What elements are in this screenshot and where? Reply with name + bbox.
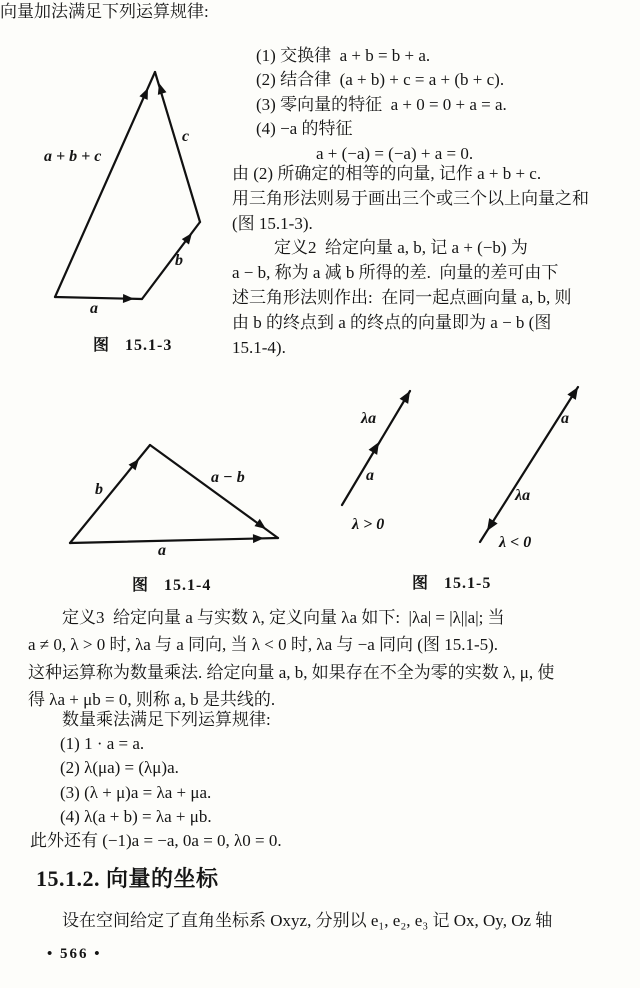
vector-c-edge [155, 72, 200, 222]
addition-law-1: (1) 交换律 a + b = b + a. [256, 46, 431, 65]
scalar-law-2: (2) λ(μa) = (λμ)a. [60, 758, 179, 778]
right-column-paragraphs [232, 162, 636, 360]
vector-c-arrowhead [155, 82, 167, 95]
definition2-line: a − b, 称为 a 减 b 所得的差. 向量的差可由下 [232, 263, 559, 283]
fig3-c-label: c [182, 128, 190, 145]
figure-15-1-4-drawing [58, 428, 293, 550]
scalar-laws-list [28, 708, 628, 853]
addition-law-4: (4) −a 的特征 [256, 119, 353, 139]
lambda-positive-a-arrowhead [369, 439, 384, 454]
vector-a-edge [70, 538, 278, 543]
sum-paragraph-line: 由 (2) 所确定的相等的向量, 记作 a + b + c. [232, 164, 542, 183]
vector-a-arrowhead [253, 534, 264, 543]
scalar-law-3: (3) (λ + μ)a = λa + μa. [60, 782, 212, 802]
fig3-b-label: b [175, 252, 183, 269]
fig5-left-a-label: a [366, 467, 374, 484]
fig3-caption: 图 15.1-3 [93, 337, 173, 354]
fig5-right-a-label: a [561, 410, 569, 427]
sum-paragraph-line: (图 15.1-3). [232, 213, 313, 233]
fig5-left-lambda-a-label: λa [361, 410, 377, 427]
definition2-line: 由 b 的终点到 a 的终点的向量即为 a − b (图 [232, 312, 552, 332]
addition-laws-list [256, 44, 636, 166]
definition3-paragraph [28, 604, 628, 714]
lambda-negative-a-arrowhead [567, 384, 582, 399]
fig3-a-label: a [90, 300, 98, 317]
fig5-lambda-positive-label: λ > 0 [352, 516, 385, 533]
fig5-lambda-negative-label: λ < 0 [499, 534, 532, 551]
vector-a-arrowhead [123, 294, 134, 303]
definition2-line: 定义2 给定向量 a, b, 记 a + (−b) 为 [274, 238, 528, 258]
addition-law-4-equation: a + (−a) = (−a) + a = 0. [316, 143, 474, 163]
addition-law-3: (3) 零向量的特征 a + 0 = 0 + a = a. [256, 94, 507, 114]
coordinates-paragraph: 设在空间给定了直角坐标系 Oxyz, 分别以 e₁, e₂, e₃ 记 Ox, Oy, Oz 轴 [62, 911, 553, 930]
figure-15-1-3-drawing [28, 62, 218, 357]
section-heading: 15.1.2. 向量的坐标 [36, 866, 219, 891]
definition2-line: 述三角形法则作出: 在同一起点画向量 a, b, 则 [232, 287, 572, 307]
sum-paragraph-line: 用三角形法则易于画出三个或三个以上向量之和 [232, 188, 589, 208]
fig3-resultant-label: a + b + c [44, 148, 102, 165]
definition3-line: a ≠ 0, λ > 0 时, λa 与 a 同向, 当 λ < 0 时, λa 与 −a 同向 (图 15.1-5). [28, 635, 499, 655]
lambda-negative-tip-arrowhead [483, 518, 498, 533]
page-number: • 566 • [47, 946, 102, 962]
vector-sum-arrowhead [139, 86, 152, 100]
scalar-laws-extra: 此外还有 (−1)a = −a, 0a = 0, λ0 = 0. [30, 831, 282, 851]
fig5-caption: 图 15.1-5 [412, 575, 492, 592]
scalar-law-4: (4) λ(a + b) = λa + μb. [60, 806, 212, 826]
intro-line: 向量加法满足下列运算规律: [0, 2, 209, 21]
definition2-line: 15.1-4). [232, 337, 286, 357]
fig5-right-lambda-a-label: λa [515, 487, 531, 504]
scalar-law-1: (1) 1 · a = a. [60, 734, 145, 754]
definition3-line: 定义3 给定向量 a 与实数 λ, 定义向量 λa 如下: |λa| = |λ||a|; 当 [62, 608, 505, 627]
definition3-line: 这种运算称为数量乘法. 给定向量 a, b, 如果存在不全为零的实数 λ, μ, 使 [28, 662, 555, 682]
fig4-caption: 图 15.1-4 [132, 577, 212, 594]
fig4-b-label: b [95, 481, 103, 498]
definition3-line: 得 λa + μb = 0, 则称 a, b 是共线的. [28, 690, 276, 710]
fig4-a-label: a [158, 542, 166, 559]
fig4-a-minus-b-label: a − b [211, 469, 245, 486]
addition-law-2: (2) 结合律 (a + b) + c = a + (b + c). [256, 70, 505, 90]
scalar-laws-intro: 数量乘法满足下列运算规律: [62, 710, 271, 729]
lambda-positive-tip-arrowhead [400, 388, 415, 403]
vector-sum-edge [55, 72, 155, 297]
